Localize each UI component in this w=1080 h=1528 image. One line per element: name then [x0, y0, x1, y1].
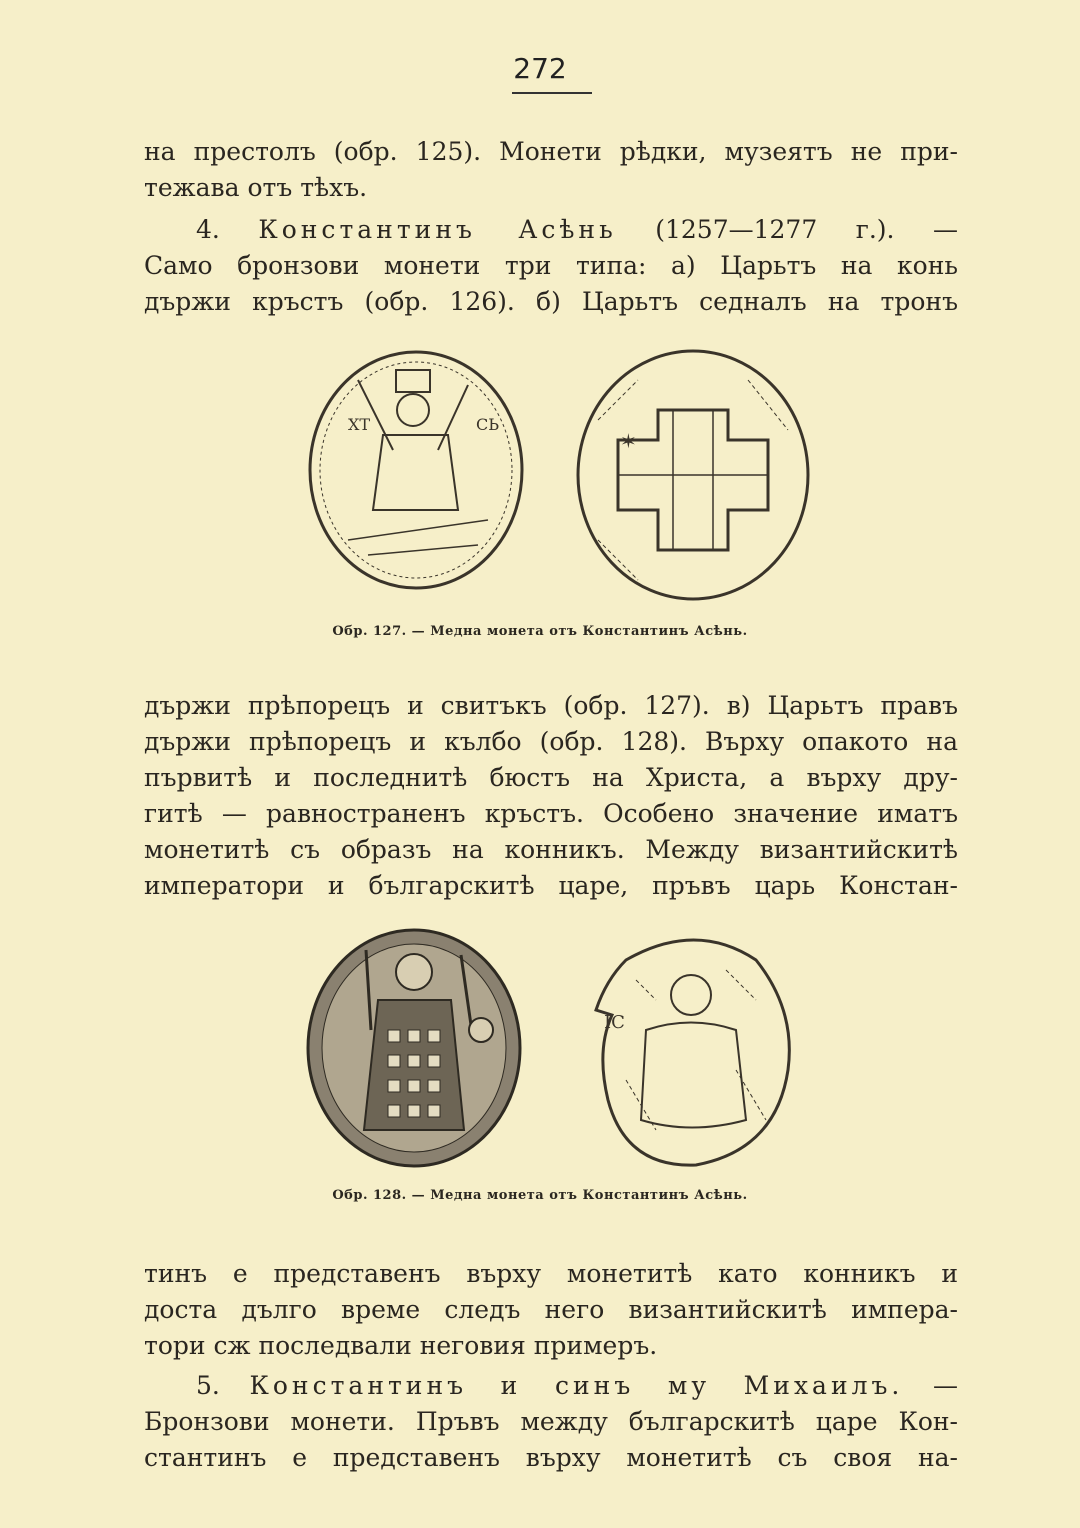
paragraph-line: първитѣ и последнитѣ бюстъ на Христа, а върху дру-	[144, 763, 958, 792]
paragraph-line: монетитѣ съ образъ на конникъ. Между византийскитѣ	[144, 835, 958, 864]
paragraph-line: доста дълго време следъ него византийскитѣ импера-	[144, 1295, 958, 1324]
paragraph-line: на престолъ (обр. 125). Монети рѣдки, музеятъ не при-	[144, 137, 958, 166]
paragraph-line: императори и българскитѣ царе, пръвъ царь Констан-	[144, 871, 958, 900]
paragraph-line: Само бронзови монети три типа: а) Царьтъ на конь	[144, 251, 958, 280]
section-title: Константинъ Асѣнь	[258, 215, 617, 244]
page-number-rule	[512, 92, 592, 94]
paragraph-line: стантинъ е представенъ върху монетитѣ съ своя на-	[144, 1443, 958, 1472]
svg-text:ΧΤ: ΧΤ	[348, 415, 371, 434]
section-title: Константинъ и синъ му Михаилъ.	[249, 1371, 904, 1400]
section-heading-line	[144, 1368, 958, 1404]
paragraph-line: държи прѣпорецъ и кълбо (обр. 128). Върху опакото на	[144, 727, 958, 756]
section-dash: —	[933, 1371, 958, 1400]
paragraph-line: тори сж последвали неговия примеръ.	[144, 1331, 658, 1360]
figure-caption-127: Обр. 127. — Медна монета отъ Константинъ Асѣнь.	[332, 624, 748, 639]
coin-obverse-128	[308, 930, 520, 1166]
section-heading-line	[144, 212, 958, 248]
paragraph-line: гитѣ — равностраненъ кръстъ. Особено значение иматъ	[144, 799, 958, 828]
section-number: 5.	[196, 1371, 220, 1400]
section-number: 4.	[196, 215, 220, 244]
paragraph-line: държи прѣпорецъ и свитъкъ (обр. 127). в) Царьтъ правъ	[144, 691, 958, 720]
coin-obverse-127	[310, 352, 522, 588]
section-dates: (1257—1277 г.). —	[655, 215, 958, 244]
figure-caption-128: Обр. 128. — Медна монета отъ Константинъ Асѣнь.	[332, 1188, 748, 1203]
coin-reverse-128	[596, 940, 789, 1165]
coin-reverse-127	[578, 351, 808, 599]
paragraph-line: държи кръстъ (обр. 126). б) Царьтъ седналъ на тронъ	[144, 287, 958, 316]
svg-text:✶: ✶	[620, 429, 637, 453]
paragraph-line: тинъ е представенъ върху монетитѣ като конникъ и	[144, 1259, 958, 1288]
svg-text:СЬ: СЬ	[476, 415, 500, 434]
paragraph-line: тежава отъ тѣхъ.	[144, 173, 368, 202]
coin-figure-127	[298, 340, 818, 610]
coin-figure-128	[296, 920, 806, 1180]
paragraph-line: Бронзови монети. Пръвъ между българскитѣ царе Кон-	[144, 1407, 958, 1436]
svg-text:IC: IC	[604, 1012, 625, 1033]
page-number: 272	[513, 52, 567, 85]
